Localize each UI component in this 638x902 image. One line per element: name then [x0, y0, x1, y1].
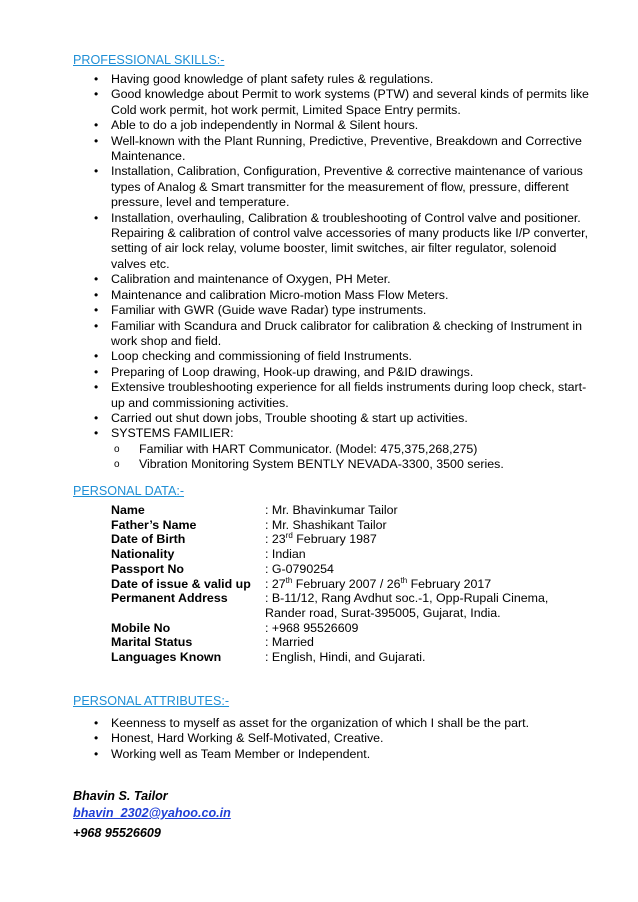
issue-mid: February 2007 / 26 — [292, 576, 401, 591]
personal-data-heading: PERSONAL DATA:- — [73, 484, 185, 498]
list-item: • Installation, overhauling, Calibration & troubleshooting of Control valve and positioner. Repairing & calibration of control valve accessories of many products like I/P converter, setting of air lock relay, volume booster, limit switches, air filter regulator, solenoid valves etc. — [94, 211, 594, 273]
systems-sublist — [111, 442, 594, 473]
signature-email-link[interactable]: bhavin_2302@yahoo.co.in — [73, 806, 231, 820]
nationality-value: : Indian — [265, 547, 306, 562]
dob-ordinal: rd — [285, 531, 293, 541]
mobile-value: : +968 95526609 — [265, 620, 359, 635]
list-item: • Preparing of Loop drawing, Hook-up drawing, and P&ID drawings. — [94, 365, 594, 380]
list-item: • Maintenance and calibration Micro-motion Mass Flow Meters. — [94, 288, 594, 303]
list-item: • Calibration and maintenance of Oxygen, PH Meter. — [94, 272, 594, 287]
list-item: • Loop checking and commissioning of field Instruments. — [94, 349, 594, 364]
table-row — [111, 532, 581, 547]
dob-value — [265, 532, 581, 547]
list-item: • Extensive troubleshooting experience for all fields instruments during loop check, start-up and commissioning activities. — [94, 380, 594, 411]
list-item: • Good knowledge about Permit to work systems (PTW) and several kinds of permits like Cold work permit, hot work permit, Limited Space Entry permits. — [94, 87, 594, 118]
address-label: Permanent Address — [111, 591, 228, 606]
personal-attributes-heading: PERSONAL ATTRIBUTES:- — [73, 694, 230, 708]
sub-list-item: o Familiar with HART Communicator. (Model: 475,375,268,275) — [111, 442, 594, 457]
passport-label: Passport No — [111, 561, 184, 576]
issue-day: : 27 — [265, 576, 286, 591]
systems-familiar-label: SYSTEMS FAMILIER: — [111, 426, 234, 441]
name-value: : Mr. Bhavinkumar Tailor — [265, 503, 398, 517]
table-row — [111, 562, 581, 577]
list-item: • Able to do a job independently in Normal & Silent hours. — [94, 118, 594, 133]
mobile-label: Mobile No — [111, 620, 171, 635]
list-item: • Honest, Hard Working & Self-Motivated, Creative. — [94, 731, 594, 746]
address-value — [265, 591, 581, 620]
personal-data-table — [111, 503, 581, 665]
list-item: • Well-known with the Plant Running, Predictive, Preventive, Breakdown and Corrective Maintenance. — [94, 134, 594, 165]
marital-value: : Married — [265, 635, 314, 650]
personal-attributes-list — [94, 716, 594, 762]
name-label: Name — [111, 503, 145, 517]
table-row — [111, 518, 581, 533]
list-item: • Having good knowledge of plant safety rules & regulations. — [94, 72, 594, 87]
table-row — [111, 591, 581, 620]
sub-list-item: o Vibration Monitoring System BENTLY NEVADA-3300, 3500 series. — [111, 457, 594, 472]
issue-date-label: Date of issue & valid up — [111, 576, 251, 591]
table-row — [111, 650, 581, 665]
marital-label: Marital Status — [111, 635, 193, 650]
professional-skills-list — [94, 72, 594, 473]
professional-skills-heading: PROFESSIONAL SKILLS:- — [73, 53, 225, 67]
table-row — [111, 621, 581, 636]
list-item: • Carried out shut down jobs, Trouble shooting & start up activities. — [94, 411, 594, 426]
table-row — [111, 577, 581, 592]
dob-day: : 23 — [265, 532, 286, 547]
father-name-value: : Mr. Shashikant Tailor — [265, 517, 387, 532]
languages-value: : English, Hindi, and Gujarati. — [265, 650, 426, 665]
table-row — [111, 503, 581, 518]
list-item: • Keenness to myself as asset for the organization of which I shall be the part. — [94, 716, 594, 731]
father-name-label: Father’s Name — [111, 517, 197, 532]
issue-date-value — [265, 577, 581, 592]
issue-ordinal: th — [285, 575, 293, 585]
dob-rest: February 1987 — [292, 532, 377, 547]
dob-label: Date of Birth — [111, 532, 186, 547]
systems-familiar-item — [94, 426, 594, 472]
passport-value: : G-0790254 — [265, 561, 334, 576]
list-item: • Familiar with GWR (Guide wave Radar) type instruments. — [94, 303, 594, 318]
address-line-1: : B-11/12, Rang Avdhut soc.-1, Opp-Rupali Cinema, — [265, 591, 549, 606]
signature-name: Bhavin S. Tailor — [73, 789, 168, 803]
valid-ordinal: th — [400, 575, 408, 585]
issue-rest: February 2017 — [407, 576, 492, 591]
address-line-2: Rander road, Surat-395005, Gujarat, India. — [265, 605, 501, 620]
languages-label: Languages Known — [111, 650, 222, 665]
nationality-label: Nationality — [111, 547, 175, 562]
signature-phone: +968 95526609 — [73, 826, 161, 840]
list-item: • Installation, Calibration, Configuration, Preventive & corrective maintenance of various types of Analog & Smart transmitter for the measurement of flow, pressure, different pressure, level and temperature. — [94, 164, 594, 210]
list-item: • Working well as Team Member or Independent. — [94, 747, 594, 762]
table-row — [111, 635, 581, 650]
table-row — [111, 547, 581, 562]
list-item: • Familiar with Scandura and Druck calibrator for calibration & checking of Instrument in work shop and field. — [94, 319, 594, 350]
